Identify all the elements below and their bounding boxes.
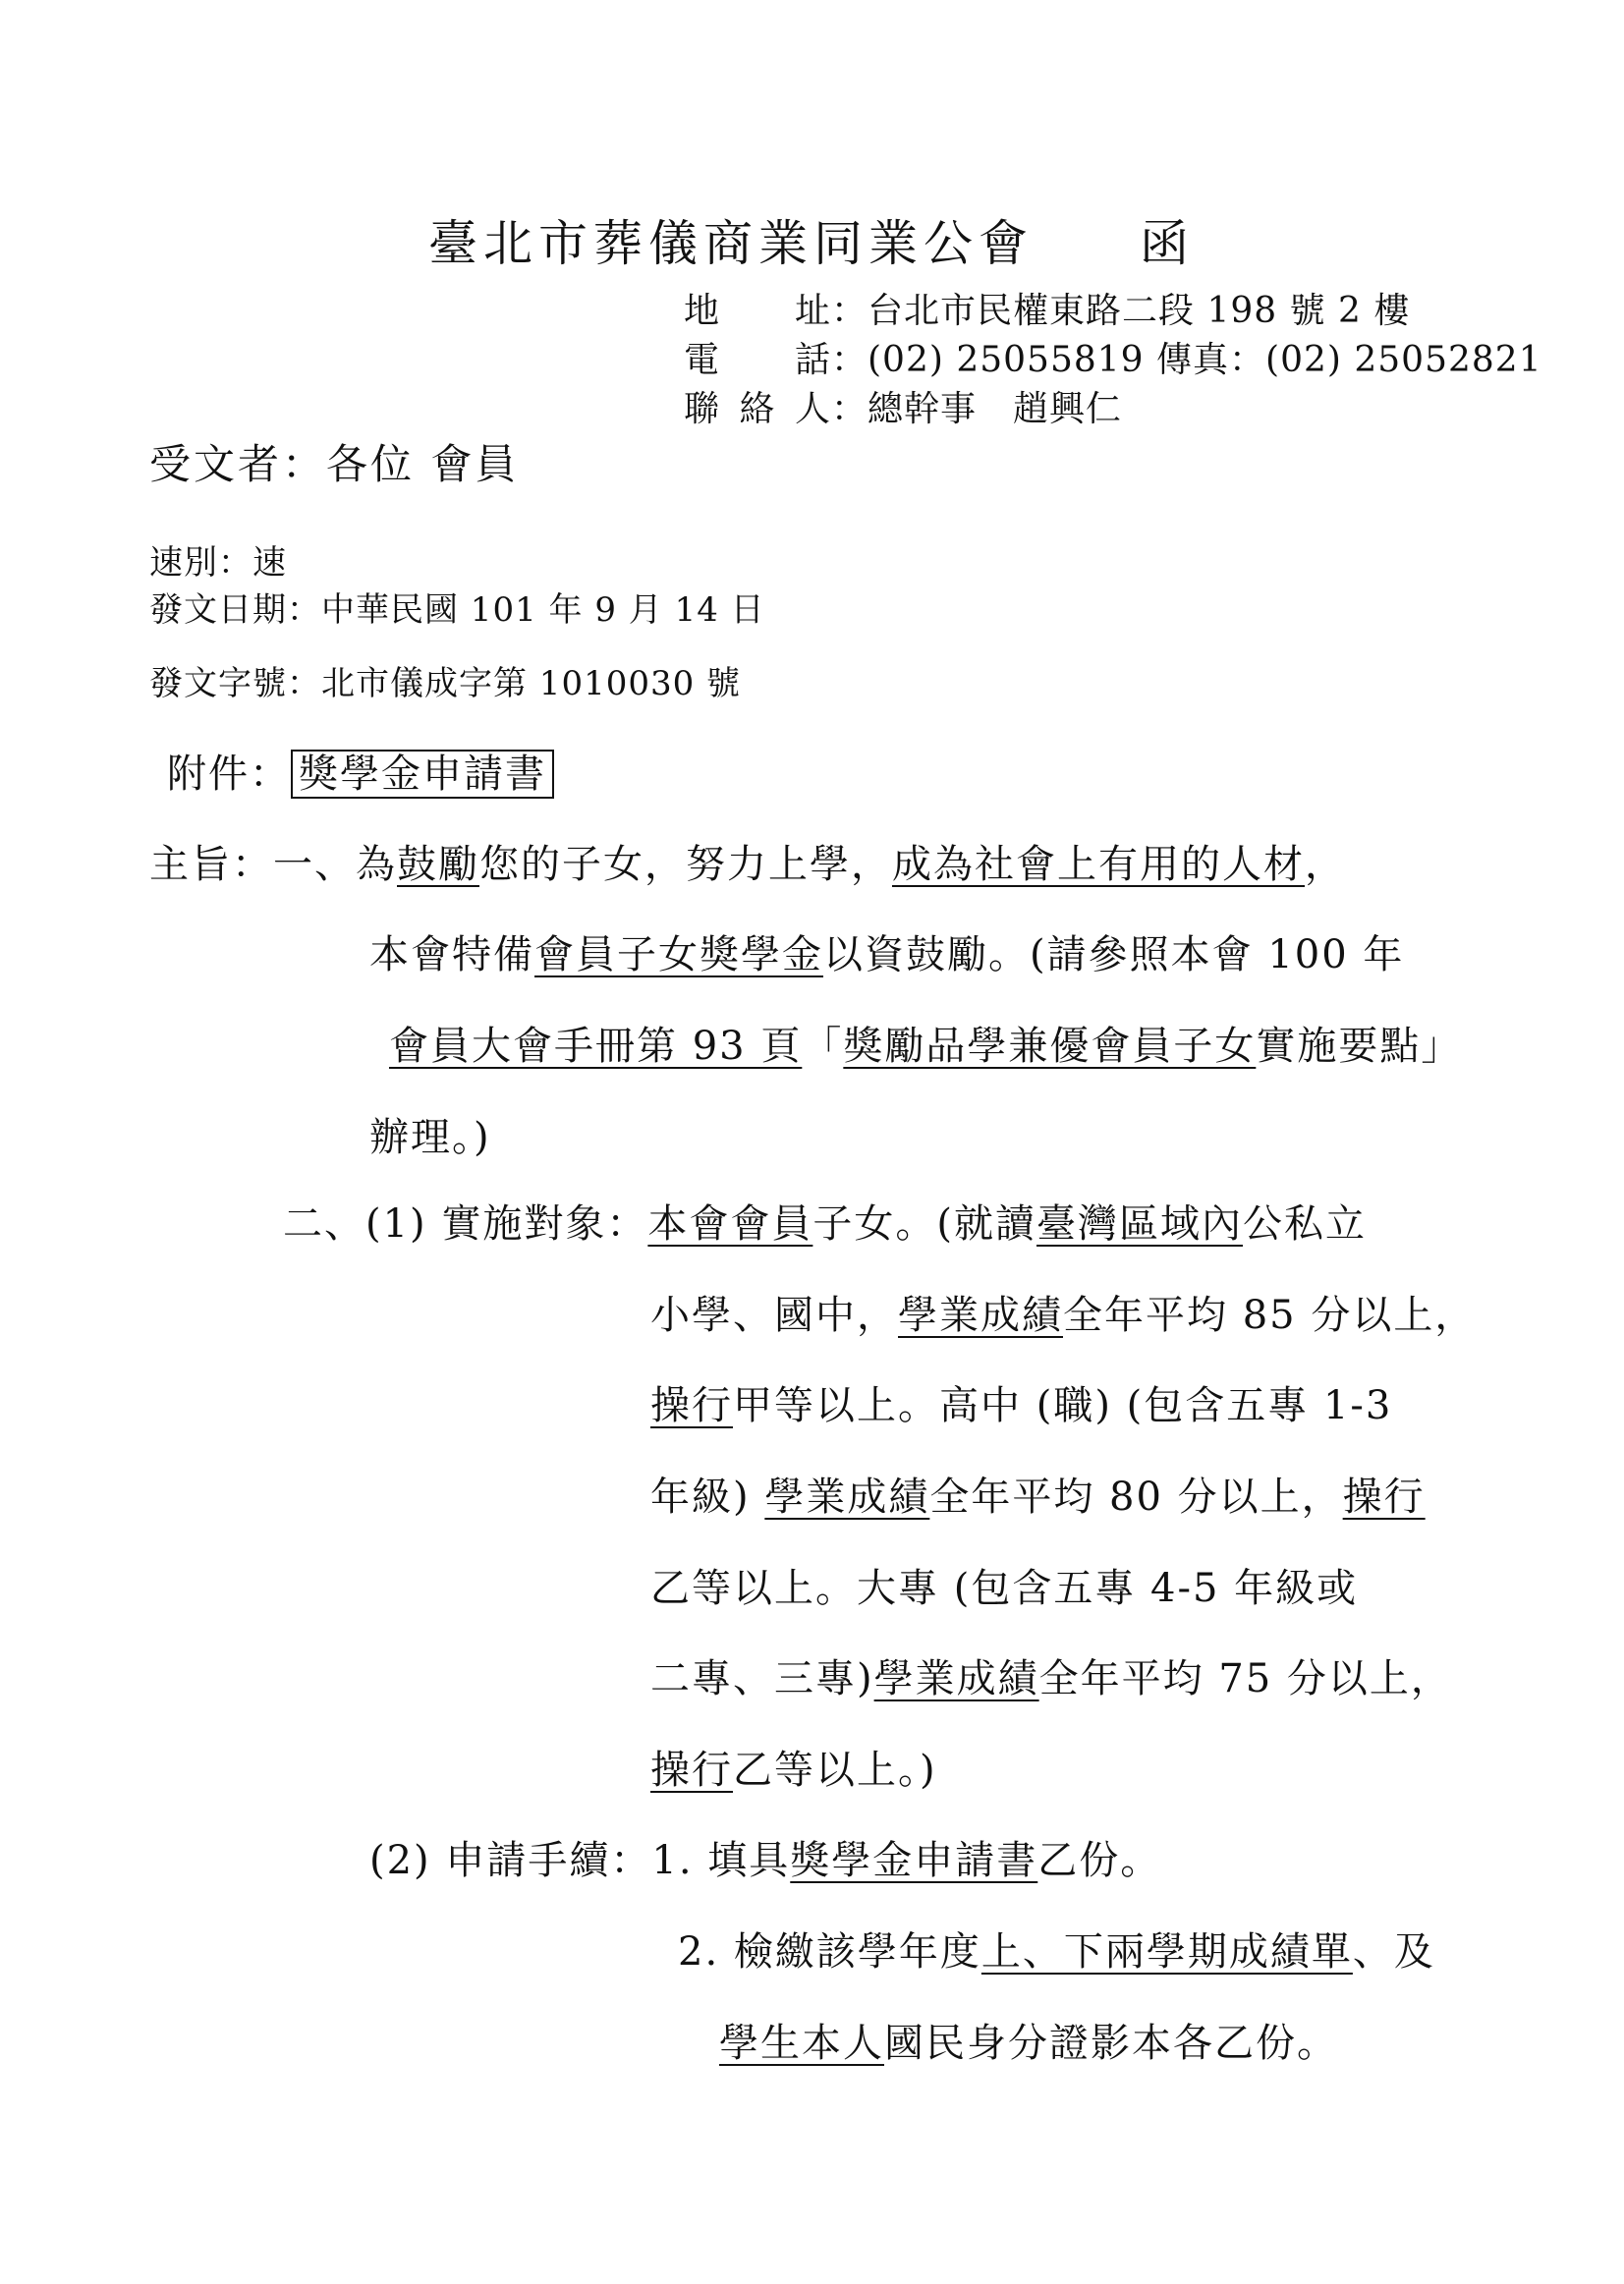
underlined-text: 成為社會上有用的人材: [892, 842, 1305, 887]
attachment-value-box: 獎學金申請書: [291, 750, 554, 799]
organization-title: 臺北市葬儀商業同業公會: [428, 215, 1034, 272]
underlined-text: 操行: [1342, 1475, 1426, 1520]
underlined-text: 鼓勵: [397, 842, 479, 887]
underlined-text: 學業成績: [898, 1293, 1063, 1338]
issue-date-line: 發文日期：中華民國 101 年 9 月 14 日: [149, 590, 765, 630]
underlined-text: 獎勵品學兼優會員子女: [843, 1024, 1257, 1069]
phone-label: 電話: [684, 340, 831, 380]
contact-label: 聯絡人: [684, 389, 831, 429]
underlined-text: 獎學金申請書: [790, 1838, 1038, 1883]
section-text: 2. 檢繳該學年度: [678, 1929, 981, 1975]
underlined-text: 學業成績: [764, 1475, 930, 1520]
section2-line-5: 乙等以上。大專 (包含五專 4-5 年級或: [650, 1566, 1359, 1611]
section2-line-4: [650, 1466, 1426, 1522]
subject-line-3: [389, 1015, 1462, 1071]
subject-text: 您的子女，努力上學，: [479, 842, 892, 887]
document-type: 函: [1140, 215, 1189, 272]
subject-text: ，: [1305, 842, 1346, 887]
address-line: [684, 283, 1410, 333]
phone-line: [684, 332, 1542, 382]
section2-procedure-line-3: [719, 2012, 1338, 2068]
doc-number-line: 發文字號：北市儀成字第 1010030 號: [149, 664, 742, 703]
address-value: ：台北市民權東路二段 198 號 2 樓: [831, 291, 1411, 331]
phone-value: ：(02) 25055819 傳真：(02) 25052821: [831, 340, 1542, 380]
underlined-text: 會員大會手冊第 93 頁: [389, 1024, 803, 1069]
subject-line-1: [149, 833, 1346, 889]
underlined-text: 學生本人: [719, 2021, 884, 2066]
underlined-text: 臺灣區域內: [1036, 1201, 1243, 1247]
section-text: 全年平均 75 分以上，: [1038, 1656, 1452, 1701]
underlined-text: 本會會員: [647, 1201, 813, 1247]
underlined-text: 學業成績: [873, 1656, 1039, 1701]
section-text: (2) 申請手續：1. 填具: [369, 1838, 791, 1883]
attachment-line: [167, 743, 554, 799]
section-text: 全年平均 80 分以上，: [929, 1475, 1343, 1520]
section-text: 乙份。: [1037, 1838, 1162, 1883]
subject-text: 本會特備: [369, 932, 534, 977]
contact-line: [684, 381, 1122, 431]
section-text: 乙等以上。): [733, 1748, 937, 1793]
underlined-text: 會員子女獎學金: [534, 932, 823, 977]
section-text: 二專、三專): [650, 1656, 874, 1701]
section-text: 年級): [650, 1475, 765, 1520]
section-text: 全年平均 85 分以上，: [1063, 1293, 1477, 1338]
subject-line-2: [369, 923, 1404, 979]
section-text: 國民身分證影本各乙份。: [884, 2021, 1338, 2066]
section2-procedure-line-2: [678, 1921, 1435, 1977]
section-text: 甲等以上。高中 (職) (包含五專 1-3: [733, 1383, 1393, 1428]
subject-text: 實施要點」: [1256, 1024, 1463, 1069]
section-text: 小學、國中，: [650, 1293, 898, 1338]
subject-text: 以資鼓勵。(請參照本會 100 年: [823, 932, 1405, 977]
section-text: 公私立: [1242, 1201, 1367, 1247]
attachment-label: 附件：: [167, 752, 291, 797]
section2-line-1: [283, 1193, 1367, 1249]
underlined-text: 上、下兩學期成績單: [980, 1929, 1353, 1975]
section2-line-6: [650, 1647, 1452, 1703]
contact-value: ：總幹事 趙興仁: [831, 389, 1123, 429]
recipient-line: 受文者：各位 會員: [149, 440, 520, 488]
section2-line-2: [650, 1284, 1476, 1340]
underlined-text: 操行: [650, 1748, 733, 1793]
speed-line: 速別：速: [149, 543, 287, 583]
subject-line-4: 辦理。): [369, 1115, 491, 1160]
underlined-text: 操行: [650, 1383, 733, 1428]
section2-procedure-line-1: [369, 1829, 1161, 1885]
section2-prefix: 二、(1) 實施對象：: [283, 1201, 648, 1247]
subject-text: 「: [802, 1024, 844, 1069]
section-text: 子女。(就讀: [812, 1201, 1036, 1247]
section2-line-7: [650, 1739, 937, 1795]
section2-line-3: [650, 1374, 1392, 1430]
address-label: 地址: [684, 291, 831, 331]
section-text: 、及: [1352, 1929, 1435, 1975]
subject-prefix: 主旨：一、為: [149, 842, 397, 887]
